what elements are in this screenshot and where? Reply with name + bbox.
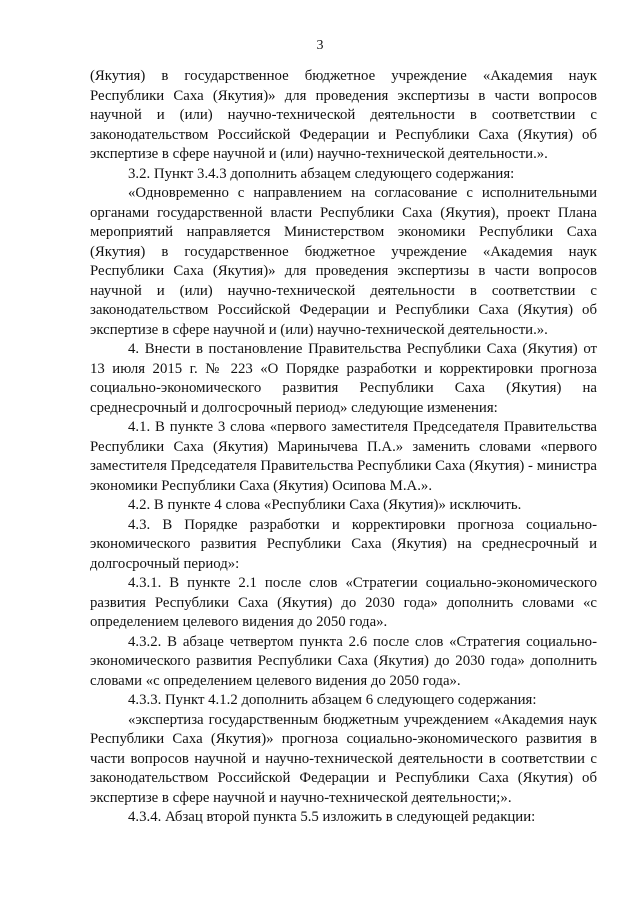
- paragraph-continuation: (Якутия) в государственное бюджетное учреждение «Академия наук Республики Саха (Якутия)» для проведения экспертизы в части вопросов научной и (или) научно-технической деятельности в соответствии с законодательством Российской Федерации и Республики Саха (Якутия) об экспертизе в сфере научной и (или) научно-технической деятельности.».: [90, 68, 597, 162]
- paragraph-4-2: 4.2. В пункте 4 слова «Республики Саха (Якутия)» исключить.: [128, 497, 522, 513]
- paragraph-4-3-1: 4.3.1. В пункте 2.1 после слов «Стратегии социально-экономического развития Республики Саха (Якутия) до 2030 года» дополнить словами «с определением целевого видения до 2050 года».: [90, 575, 597, 630]
- paragraph-4-3: 4.3. В Порядке разработки и корректировки прогноза социально-экономического развития Республики Саха (Якутия) на среднесрочный и долгосрочный период»:: [90, 516, 597, 572]
- page-number: 3: [316, 38, 324, 53]
- paragraph-4-3-3-quote: «экспертиза государственным бюджетным учреждением «Академия наук Республики Саха (Якутия)» прогноза социально-экономического развития в части вопросов научной и научно-технической деятельности в соответствии с законодательством Российской Федерации и Республики Саха (Якутия) об экспертизе в сфере научной и научно-технической деятельности;».: [90, 711, 597, 806]
- paragraph-4: 4. Внести в постановление Правительства Республики Саха (Якутия) от 13 июля 2015 г. № 223 «О Порядке разработки и корректировки прогноза социально-экономического развития Республики Саха (Якутия) на среднесрочный и долгосрочный период» следующие изменения:: [90, 341, 597, 416]
- paragraph-4-3-3: 4.3.3. Пункт 4.1.2 дополнить абзацем 6 следующего содержания:: [128, 692, 537, 708]
- paragraph-4-3-4: 4.3.4. Абзац второй пункта 5.5 изложить в следующей редакции:: [128, 809, 536, 825]
- paragraph-4-3-2: 4.3.2. В абзаце четвертом пункта 2.6 после слов «Стратегия социально-экономического развития Республики Саха (Якутия) до 2030 года» дополнить словами «с определением целевого видения до 2050 года».: [90, 633, 597, 689]
- paragraph-4-1: 4.1. В пункте 3 слова «первого заместителя Председателя Правительства Республики Саха (Якутия) Маринычева П.А.» заменить словами «первого заместителя Председателя Правительства Республики Саха (Якутия) - министра экономики Республики Саха (Якутия) Осипова М.А.».: [90, 419, 597, 494]
- paragraph-3-2-quote: «Одновременно с направлением на согласование с исполнительными органами государственной власти Республики Саха (Якутия), проект Плана мероприятий направляется Министерством экономики Республики Саха (Якутия) в государственное бюджетное учреждение «Академия наук Республики Саха (Якутия)» для проведения экспертизы в части вопросов научной и (или) научно-технической деятельности в соответствии с законодательством Российской Федерации и Республики Саха (Якутия) об экспертизе в сфере научной и (или) научно-технической деятельности.».: [90, 185, 597, 338]
- document-body: [90, 67, 597, 828]
- paragraph-3-2: 3.2. Пункт 3.4.3 дополнить абзацем следующего содержания:: [128, 165, 515, 182]
